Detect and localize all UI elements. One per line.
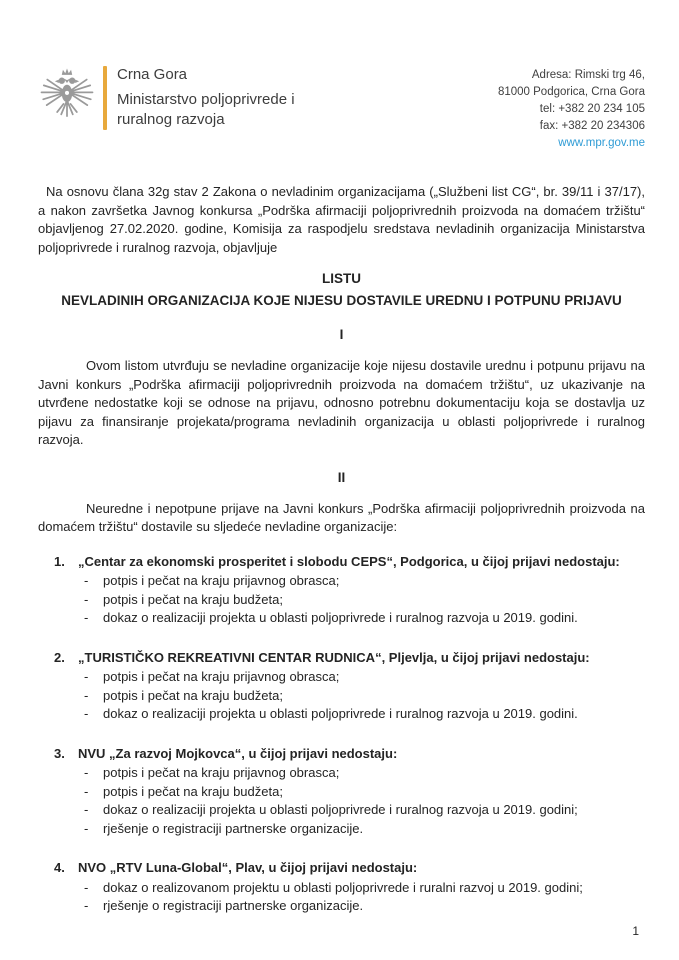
dash-bullet: - — [84, 783, 89, 799]
ministry-name-line2: ruralnog razvoja — [117, 111, 225, 128]
deficiency-text: potpis i pečat na kraju prijavnog obrasca; — [103, 573, 340, 588]
deficiency-text: potpis i pečat na kraju budžeta; — [103, 783, 283, 799]
website-link[interactable]: www.mpr.gov.me — [558, 137, 645, 149]
dash-bullet: - — [84, 610, 89, 625]
organization-name: „TURISTIČKO REKREATIVNI CENTAR RUDNICA“, Pljevlja, u čijoj prijavi nedostaju: — [78, 649, 590, 665]
deficiency-text: dokaz o realizaciji projekta u oblasti poljoprivrede i ruralnog razvoja u 2019. godini; — [103, 802, 578, 817]
list-item-organization-4 — [54, 859, 645, 916]
deficiency-text: dokaz o realizaciji projekta u oblasti poljoprivrede i ruralnog razvoja u 2019. godini. — [103, 610, 578, 625]
deficiency-item — [84, 764, 645, 783]
deficiency-item — [84, 572, 645, 591]
deficiency-item — [84, 668, 645, 687]
organization-heading — [54, 649, 645, 668]
deficiency-text: dokaz o realizovanom projektu u oblasti poljoprivrede i ruralni razvoj u 2019. godini; — [103, 879, 583, 895]
organization-name: „Centar za ekonomski prosperitet i slobodu CEPS“, Podgorica, u čijoj prijavi nedostaju: — [78, 553, 620, 569]
dash-bullet: - — [84, 802, 89, 817]
deficiency-item — [84, 801, 645, 820]
deficiency-text: potpis i pečat na kraju prijavnog obrasca; — [103, 669, 340, 684]
deficiency-text: potpis i pečat na kraju budžeta; — [103, 687, 283, 703]
organization-list — [38, 553, 645, 916]
country-name: Crna Gora — [117, 66, 188, 83]
item-number: 1. — [54, 553, 65, 569]
section-1-paragraph: Ovom listom utvrđuju se nevladine organizacije koje nijesu dostavile urednu i potpunu prijavu na Javni konkurs „Podrška afirmaciji poljoprivrednih proizvoda na domaćem tržištu“, uz ukazivanje na utvrđene nedostatke koji se odnose na prijavu, odnosno potrebnu dokumentaciju koja se dostavlja uz pijavu za finansiranje projekata/programa nevladinih organizacija u oblasti poljoprivrede i ruralnog razvoja. — [38, 358, 645, 447]
phone: tel: +382 20 234 105 — [539, 103, 645, 115]
dash-bullet: - — [84, 573, 89, 588]
dash-bullet: - — [84, 591, 89, 607]
list-item-organization-2 — [54, 649, 645, 724]
letterhead — [38, 64, 645, 152]
organization-heading — [54, 553, 645, 572]
deficiency-item — [84, 591, 645, 610]
list-item-organization-3 — [54, 745, 645, 839]
section-1-marker: I — [339, 327, 344, 342]
fax: fax: +382 20 234306 — [539, 120, 645, 132]
organization-name: NVU „Za razvoj Mojkovca“, u čijoj prijavi nedostaju: — [78, 745, 398, 761]
intro-paragraph: Na osnovu člana 32g stav 2 Zakona o nevladinim organizacijama („Službeni list CG“, br. 39/11 i 37/17), a nakon završetka Javnog konkursa „Podrška afirmaciji poljoprivrednih proizvoda na domaćem tržištu“ objavljenog 27.02.2020. godine, Komisija za raspodjelu sredstava nevladinih organizacija Ministarstva poljoprivrede i ruralnog razvoja, objavljuje — [38, 184, 645, 255]
deficiency-item — [84, 879, 645, 898]
deficiency-text: potpis i pečat na kraju prijavnog obrasca; — [103, 765, 340, 780]
deficiency-item — [84, 820, 645, 839]
section-2-paragraph: Neuredne i nepotpune prijave na Javni konkurs „Podrška afirmaciji poljoprivrednih proizvoda na domaćem tržištu“ dostavile su sljedeće nevladine organizacije: — [38, 500, 645, 534]
gold-divider — [103, 66, 107, 130]
deficiency-text: rješenje o registraciji partnerske organizacije. — [103, 898, 364, 913]
deficiency-text: rješenje o registraciji partnerske organizacije. — [103, 820, 364, 836]
document-title — [53, 268, 631, 312]
deficiency-list — [54, 764, 645, 838]
dash-bullet: - — [84, 765, 89, 780]
item-number: 3. — [54, 745, 65, 761]
item-number: 4. — [54, 860, 65, 875]
title-line1: LISTU — [322, 271, 361, 286]
address-line2: 81000 Podgorica, Crna Gora — [497, 86, 645, 98]
section-2-marker: II — [337, 469, 346, 485]
deficiency-item — [84, 687, 645, 706]
title-line2: NEVLADINIH ORGANIZACIJA KOJE NIJESU DOSTAVILE UREDNU I POTPUNU PRIJAVU — [61, 293, 622, 308]
deficiency-item — [84, 897, 645, 916]
deficiency-list — [54, 572, 645, 628]
coat-of-arms-icon — [38, 64, 96, 134]
deficiency-item — [84, 705, 645, 724]
ministry-brand — [38, 64, 295, 134]
deficiency-text: potpis i pečat na kraju budžeta; — [103, 591, 283, 607]
item-number: 2. — [54, 649, 65, 665]
organization-name: NVO „RTV Luna-Global“, Plav, u čijoj prijavi nedostaju: — [78, 860, 418, 875]
ministry-name — [117, 64, 295, 130]
address-line1: Adresa: Rimski trg 46, — [531, 69, 645, 81]
dash-bullet: - — [84, 706, 89, 721]
dash-bullet: - — [84, 669, 89, 684]
dash-bullet: - — [84, 687, 89, 703]
dash-bullet: - — [84, 820, 89, 836]
deficiency-item — [84, 609, 645, 628]
organization-heading — [54, 859, 645, 878]
list-item-organization-1 — [54, 553, 645, 628]
organization-heading — [54, 745, 645, 764]
deficiency-text: dokaz o realizaciji projekta u oblasti poljoprivrede i ruralnog razvoja u 2019. godini. — [103, 706, 578, 721]
dash-bullet: - — [84, 898, 89, 913]
deficiency-list — [54, 879, 645, 916]
contact-block — [498, 64, 645, 152]
dash-bullet: - — [84, 879, 89, 895]
page-number: 1 — [632, 924, 639, 938]
deficiency-list — [54, 668, 645, 724]
ministry-name-line1: Ministarstvo poljoprivrede i — [117, 91, 295, 108]
deficiency-item — [84, 783, 645, 802]
